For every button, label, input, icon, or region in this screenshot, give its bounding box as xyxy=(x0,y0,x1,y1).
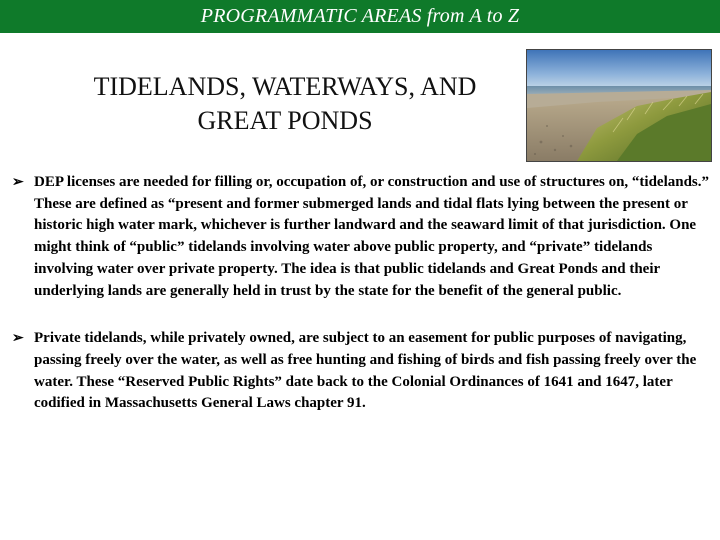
coastal-dune-grass-photo xyxy=(526,49,712,162)
bullet-text: Private tidelands, while privately owned, are subject to an easement for public purposes of navigating, passing freely over the water, as well as free hunting and fishing of birds and fish passing freely over the water. These “Reserved Public Rights” date back to the Colonial Ordinances of 1641 and 1647, later codified in Massachusetts General Laws chapter 91. xyxy=(34,330,697,412)
slide-title xyxy=(40,70,530,138)
header-title: PROGRAMMATIC AREAS from A to Z xyxy=(200,5,520,27)
bullet-text: DEP licenses are needed for filling or, occupation of, or construction and use of structures on, “tidelands.” These are defined as “present and former submerged lands and tidal flats lying between the present or historic high water mark, whichever is further landward and the seaward limit of that jurisdiction. One might think of “public” tidelands involving water above public property, and “private” tidelands involving water over private property. The idea is that public tidelands and Great Ponds and their underlying lands are generally held in trust by the state for the benefit of the general public. xyxy=(34,174,710,299)
slide-title-line-2: GREAT PONDS xyxy=(197,106,373,135)
header-bar xyxy=(0,0,720,33)
arrow-bullet-icon: ➢ xyxy=(12,331,24,347)
bullet-item xyxy=(12,328,712,415)
bullet-item xyxy=(12,172,712,302)
bullet-list xyxy=(12,172,712,415)
slide-title-line-1: TIDELANDS, WATERWAYS, AND xyxy=(93,72,477,101)
arrow-bullet-icon: ➢ xyxy=(12,175,24,190)
